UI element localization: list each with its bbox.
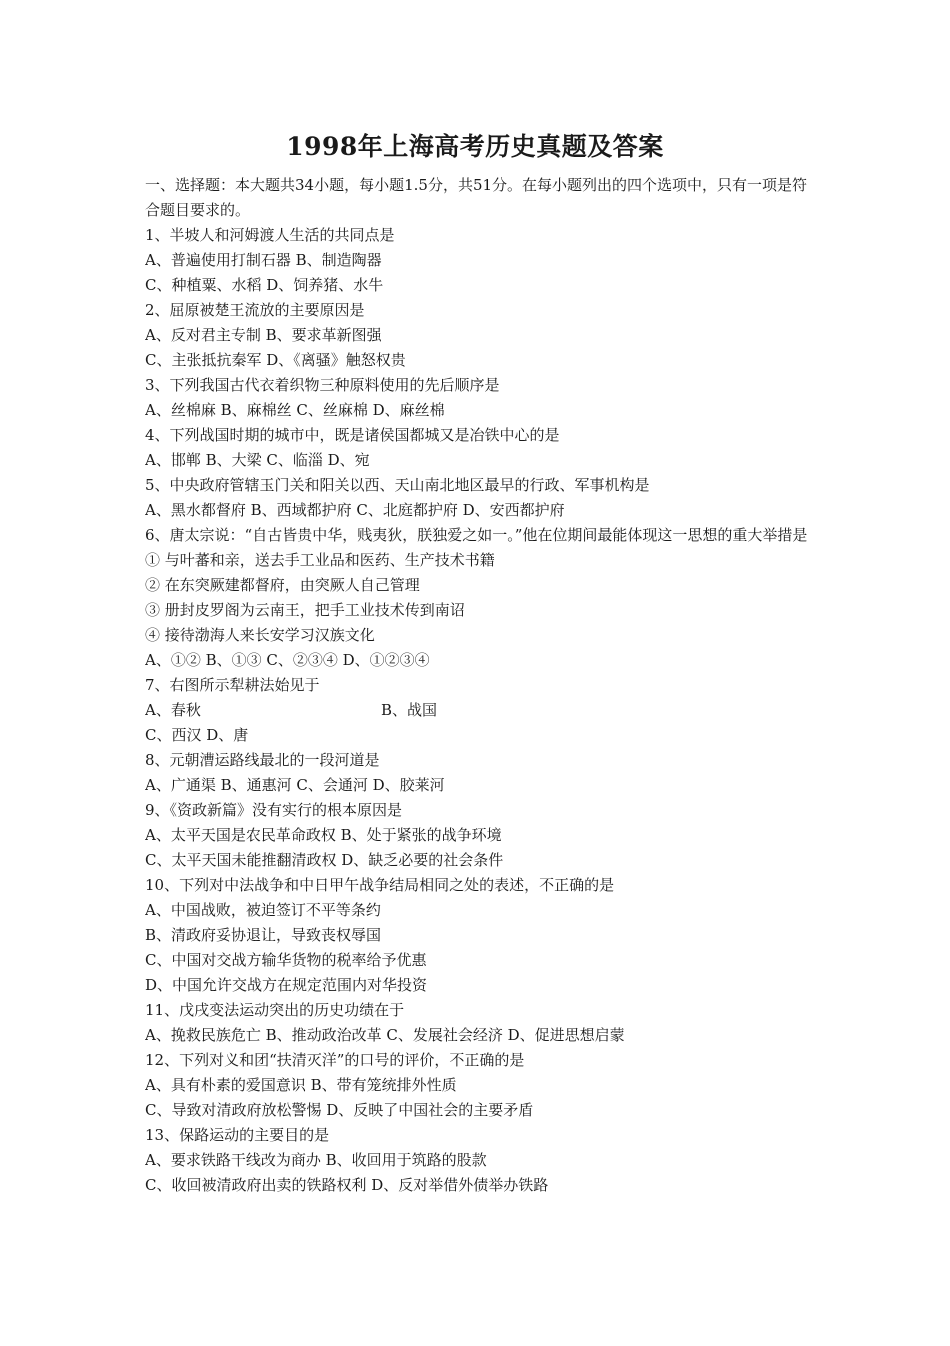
- question-10-option-c: C、中国对交战方输华货物的税率给予优惠: [145, 951, 427, 969]
- section-intro: 一、选择题：本大题共34小题，每小题1.5分，共51分。在每小题列出的四个选项中，只有一项是符合题目要求的。: [145, 176, 808, 219]
- question-2-options-ab: A、反对君主专制 B、要求革新图强: [145, 326, 382, 344]
- question-4-stem: 4、下列战国时期的城市中，既是诸侯国都城又是冶铁中心的是: [145, 426, 560, 444]
- question-10-option-d: D、中国允许交战方在规定范围内对华投资: [145, 976, 428, 994]
- question-1-stem: 1、半坡人和河姆渡人生活的共同点是: [145, 226, 395, 244]
- question-7-options-ab: [145, 698, 815, 723]
- question-6-item-1: ① 与叶蕃和亲，送去手工业品和医药、生产技术书籍: [145, 551, 495, 569]
- question-2-options-cd: C、主张抵抗秦军 D、《离骚》触怒权贵: [145, 351, 406, 369]
- question-11-options: A、挽救民族危亡 B、推动政治改革 C、发展社会经济 D、促进思想启蒙: [145, 1026, 625, 1044]
- question-12-options-cd: C、导致对清政府放松警惕 D、反映了中国社会的主要矛盾: [145, 1101, 534, 1119]
- question-6-item-3: ③ 册封皮罗阁为云南王，把手工业技术传到南诏: [145, 601, 465, 619]
- question-2-stem: 2、屈原被楚王流放的主要原因是: [145, 301, 365, 319]
- question-9-options-cd: C、太平天国未能推翻清政权 D、缺乏必要的社会条件: [145, 851, 504, 869]
- document-title: 1998年上海高考历史真题及答案: [286, 132, 664, 161]
- question-1-options-cd: C、种植粟、水稻 D、饲养猪、水牛: [145, 276, 384, 294]
- question-13-stem: 13、保路运动的主要目的是: [145, 1126, 330, 1144]
- question-7-options-cd: C、西汉 D、唐: [145, 726, 249, 744]
- question-7-option-a: A、春秋: [145, 701, 201, 719]
- question-13-options-ab: A、要求铁路干线改为商办 B、收回用于筑路的股款: [145, 1151, 487, 1169]
- question-6-options: A、①② B、①③ C、②③④ D、①②③④: [145, 651, 430, 669]
- question-4-options: A、邯郸 B、大梁 C、临淄 D、宛: [145, 451, 370, 469]
- question-3-options: A、丝棉麻 B、麻棉丝 C、丝麻棉 D、麻丝棉: [145, 401, 445, 419]
- question-10-option-a: A、中国战败，被迫签订不平等条约: [145, 901, 381, 919]
- question-9-options-ab: A、太平天国是农民革命政权 B、处于紧张的战争环境: [145, 826, 502, 844]
- question-6-item-2: ② 在东突厥建都督府，由突厥人自己管理: [145, 576, 420, 594]
- question-6-stem: 6、唐太宗说：“自古皆贵中华，贱夷狄，朕独爱之如一。”他在位期间最能体现这一思想的重大举措是: [145, 526, 808, 544]
- question-12-stem: 12、下列对义和团“扶清灭洋”的口号的评价，不正确的是: [145, 1051, 525, 1069]
- document-body: [145, 173, 815, 1198]
- question-10-option-b: B、清政府妥协退让，导致丧权辱国: [145, 926, 382, 944]
- question-1-options-ab: A、普遍使用打制石器 B、制造陶器: [145, 251, 382, 269]
- question-8-stem: 8、元朝漕运路线最北的一段河道是: [145, 751, 380, 769]
- question-9-stem: 9、《资政新篇》没有实行的根本原因是: [145, 801, 403, 819]
- question-7-stem: 7、右图所示犁耕法始见于: [145, 676, 320, 694]
- question-10-stem: 10、下列对中法战争和中日甲午战争结局相同之处的表述，不正确的是: [145, 876, 615, 894]
- question-12-options-ab: A、具有朴素的爱国意识 B、带有笼统排外性质: [145, 1076, 457, 1094]
- question-6-item-4: ④ 接待渤海人来长安学习汉族文化: [145, 626, 375, 644]
- question-7-option-b: B、战国: [381, 701, 438, 719]
- question-8-options: A、广通渠 B、通惠河 C、会通河 D、胶莱河: [145, 776, 445, 794]
- question-13-options-cd: C、收回被清政府出卖的铁路权利 D、反对举借外债举办铁路: [145, 1176, 549, 1194]
- question-11-stem: 11、戊戌变法运动突出的历史功绩在于: [145, 1001, 405, 1019]
- question-5-options: A、黑水都督府 B、西域都护府 C、北庭都护府 D、安西都护府: [145, 501, 565, 519]
- question-5-stem: 5、中央政府管辖玉门关和阳关以西、天山南北地区最早的行政、军事机构是: [145, 476, 650, 494]
- question-3-stem: 3、下列我国古代衣着织物三种原料使用的先后顺序是: [145, 376, 500, 394]
